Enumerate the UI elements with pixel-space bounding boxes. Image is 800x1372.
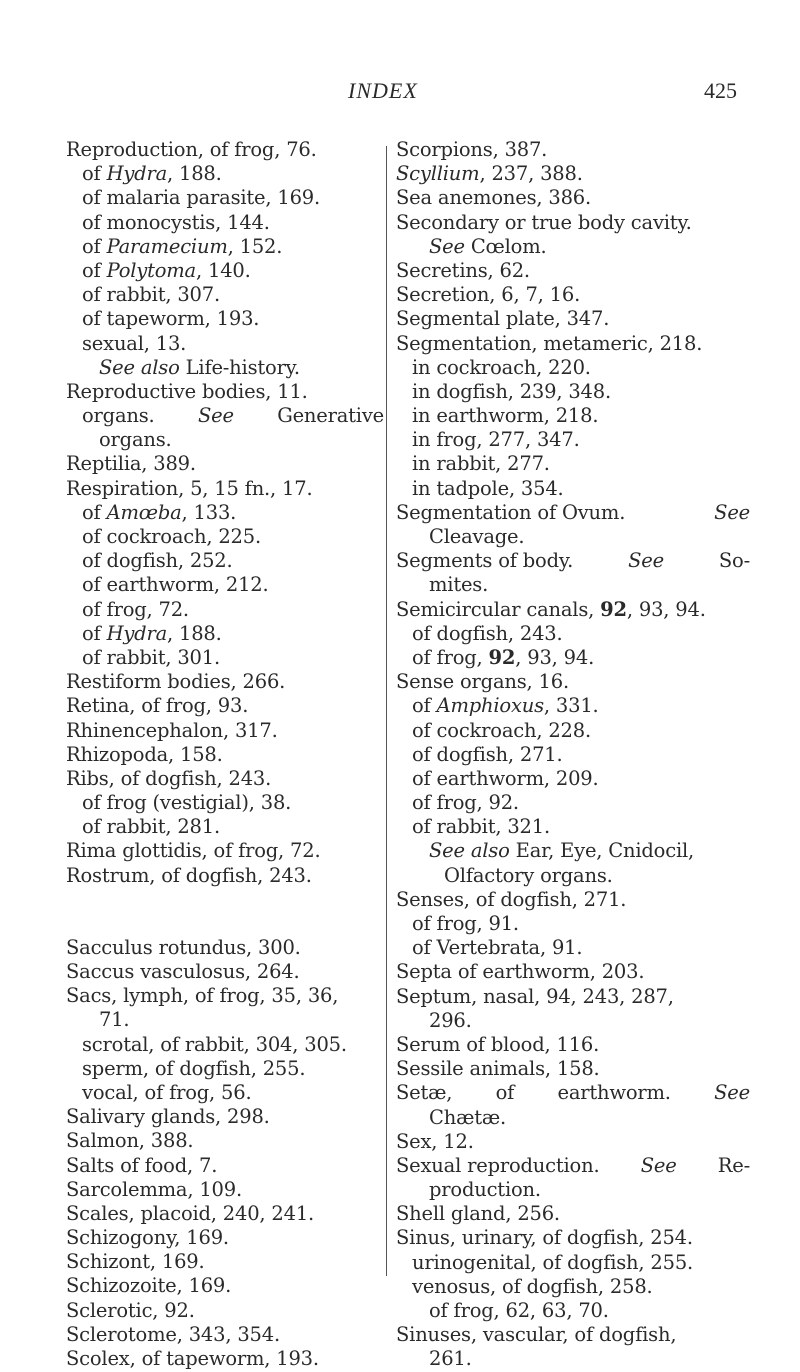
index-subentry: of rabbit, 321.: [412, 815, 550, 839]
index-entry: Sacs, lymph, of frog, 35, 36,: [66, 984, 339, 1008]
index-subentry: of malaria parasite, 169.: [82, 186, 321, 210]
letter-section-gap: [66, 888, 388, 936]
index-column-right: [396, 138, 754, 1372]
index-subentry: in frog, 277, 347.: [412, 428, 580, 452]
index-subentry: of dogfish, 243.: [412, 621, 563, 645]
index-subentry: in rabbit, 277.: [412, 452, 550, 476]
index-entry: Restiform bodies, 266.: [66, 670, 286, 694]
index-entry: Sexual reproduction. See Re-: [396, 1153, 750, 1177]
index-subentry: of frog (vestigial), 38.: [82, 791, 292, 815]
index-continuation: Olfactory organs.: [444, 863, 613, 887]
index-entry: Setæ, of earthworm. See: [396, 1081, 750, 1105]
index-entry: Secretion, 6, 7, 16.: [396, 283, 581, 307]
index-subentry: of frog, 62, 63, 70.: [429, 1299, 609, 1322]
index-entry: Segmental plate, 347.: [396, 307, 610, 331]
index-subentry: sperm, of dogfish, 255.: [82, 1056, 306, 1080]
index-subentry: in tadpole, 354.: [412, 476, 564, 500]
index-entry: Reproduction, of frog, 76.: [66, 138, 317, 161]
index-subentry: of earthworm, 212.: [82, 573, 269, 597]
index-entry: Semicircular canals, 92, 93, 94.: [396, 597, 706, 621]
index-entry: Segmentation, metameric, 218.: [396, 331, 703, 355]
index-subentry: of tapeworm, 193.: [82, 307, 260, 331]
index-entry: Sense organs, 16.: [396, 670, 569, 694]
index-entry: Secretins, 62.: [396, 258, 530, 282]
index-subentry: of Vertebrata, 91.: [412, 936, 583, 960]
index-subentry: of dogfish, 271.: [412, 742, 563, 766]
index-subentry: in earthworm, 218.: [412, 404, 599, 428]
index-entry: Sarcolemma, 109.: [66, 1177, 242, 1201]
index-entry: Respiration, 5, 15 fn., 17.: [66, 476, 313, 500]
index-subentry: of rabbit, 307.: [82, 283, 220, 307]
index-subentry: sexual, 13.: [82, 331, 187, 355]
index-entry: Sinus, urinary, of dogfish, 254.: [396, 1226, 693, 1250]
index-entry: Rima glottidis, of frog, 72.: [66, 839, 321, 863]
index-entry: Ribs, of dogfish, 243.: [66, 766, 272, 790]
header-title: INDEX: [348, 78, 418, 103]
index-continuation: production.: [429, 1178, 541, 1202]
index-continuation: Cleavage.: [429, 525, 525, 548]
index-entry: Schizozoite, 169.: [66, 1274, 232, 1298]
index-subentry: urinogenital, of dogfish, 255.: [412, 1250, 694, 1274]
index-subentry: of Hydra, 188.: [82, 162, 222, 186]
index-entry: Septa of earthworm, 203.: [396, 960, 645, 984]
index-entry: Sacculus rotundus, 300.: [66, 935, 301, 959]
index-entry: Rhizopoda, 158.: [66, 742, 223, 766]
index-subentry: of frog, 91.: [412, 912, 519, 935]
index-entry: Sex, 12.: [396, 1129, 474, 1153]
index-continuation: Chætæ.: [429, 1105, 506, 1129]
index-entry: Sessile animals, 158.: [396, 1057, 600, 1081]
index-entry: Schizont, 169.: [66, 1250, 205, 1274]
index-entry: Sclerotic, 92.: [66, 1298, 195, 1322]
index-entry: Scyllium, 237, 388.: [396, 162, 583, 186]
index-subentry: in dogfish, 239, 348.: [412, 379, 611, 403]
index-entry: Reproductive bodies, 11.: [66, 379, 308, 403]
index-subentry: of Amœba, 133.: [82, 500, 237, 524]
index-subentry: of dogfish, 252.: [82, 549, 233, 573]
index-subentry: organs. See Generative: [82, 404, 384, 428]
index-subentry: of Amphioxus, 331.: [412, 694, 599, 718]
index-subentry: of cockroach, 225.: [82, 525, 261, 548]
index-subentry: of earthworm, 209.: [412, 766, 599, 790]
index-entry: Shell gland, 256.: [396, 1202, 560, 1226]
index-cross-reference: See also Life-history.: [99, 355, 300, 379]
index-entry: Sinuses, vascular, of dogfish,: [396, 1323, 677, 1347]
index-subentry: of cockroach, 228.: [412, 718, 591, 742]
index-continuation: 261.: [429, 1347, 472, 1371]
index-entry: Sclerotome, 343, 354.: [66, 1322, 280, 1346]
index-cross-reference: See Cœlom.: [429, 234, 547, 258]
index-column-left: [66, 138, 388, 1371]
index-subentry: of frog, 72.: [82, 597, 189, 621]
index-subentry: vocal, of frog, 56.: [82, 1080, 252, 1104]
index-entry: Saccus vasculosus, 264.: [66, 960, 300, 983]
index-entry: Scorpions, 387.: [396, 138, 548, 161]
index-subentry: venosus, of dogfish, 258.: [412, 1274, 653, 1298]
index-entry: Retina, of frog, 93.: [66, 694, 249, 718]
index-subentry: of Paramecium, 152.: [82, 234, 283, 258]
index-entry: Schizogony, 169.: [66, 1226, 229, 1250]
index-continuation: 71.: [99, 1008, 130, 1032]
index-cross-reference: See also Ear, Eye, Cnidocil,: [429, 839, 695, 863]
index-entry: Sea anemones, 386.: [396, 186, 591, 210]
running-head: [0, 78, 800, 108]
index-subentry: of rabbit, 281.: [82, 815, 220, 839]
index-subentry: of rabbit, 301.: [82, 645, 220, 669]
index-subentry: of Polytoma, 140.: [82, 258, 251, 282]
index-subentry: of frog, 92, 93, 94.: [412, 645, 595, 669]
index-subentry: in cockroach, 220.: [412, 355, 591, 379]
index-entry: Segmentation of Ovum. See: [396, 500, 750, 524]
index-entry: Scales, placoid, 240, 241.: [66, 1201, 315, 1225]
index-entry: Reptilia, 389.: [66, 452, 196, 476]
index-entry: Salivary glands, 298.: [66, 1105, 270, 1129]
index-continuation: organs.: [99, 428, 172, 452]
index-subentry: scrotal, of rabbit, 304, 305.: [82, 1032, 347, 1056]
index-entry: Salts of food, 7.: [66, 1153, 218, 1177]
index-entry: Rostrum, of dogfish, 243.: [66, 863, 312, 887]
index-entry: Rhinencephalon, 317.: [66, 718, 278, 742]
index-entry: Scolex, of tapeworm, 193.: [66, 1347, 319, 1370]
index-entry: Senses, of dogfish, 271.: [396, 887, 627, 911]
index-subentry: of Hydra, 188.: [82, 621, 222, 645]
index-entry: Secondary or true body cavity.: [396, 210, 692, 234]
index-continuation: mites.: [429, 573, 489, 597]
index-subentry: of monocystis, 144.: [82, 210, 270, 234]
index-entry: Salmon, 388.: [66, 1129, 194, 1153]
index-entry: Serum of blood, 116.: [396, 1032, 600, 1056]
index-entry: Septum, nasal, 94, 243, 287,: [396, 984, 674, 1008]
page-number: 425: [704, 78, 737, 103]
index-continuation: 296.: [429, 1008, 472, 1032]
index-entry: Segments of body. See So-: [396, 549, 750, 573]
index-subentry: of frog, 92.: [412, 791, 519, 815]
